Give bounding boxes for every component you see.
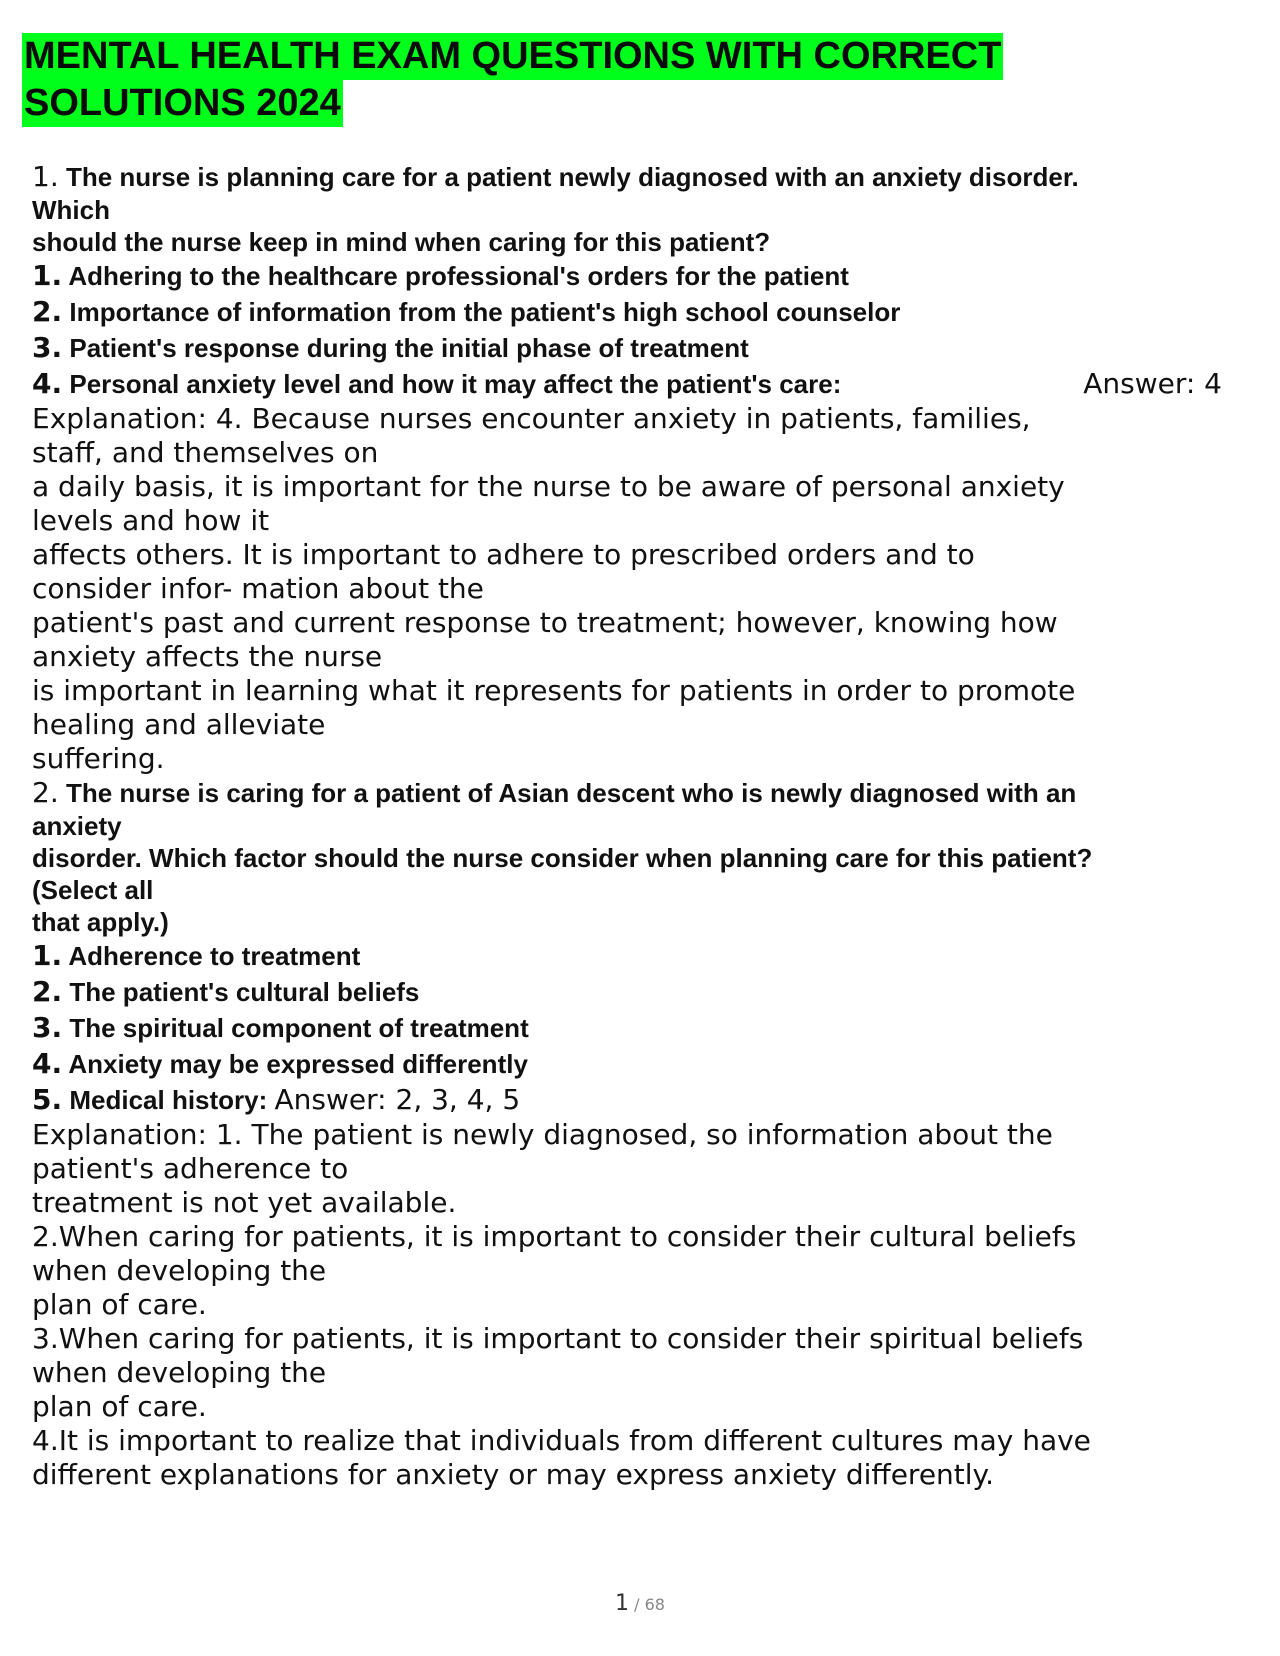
explanation-line: suffering. [32,742,165,775]
question-1 [32,160,1222,776]
question-stem-line: The nurse is planning care for a patient newly diagnosed with an anxiety disorder. [65,162,1079,192]
question-stem-line: disorder. Which factor should the nurse consider when planning care for this patient? [32,843,1093,873]
explanation-line: anxiety affects the nurse [32,640,383,673]
explanation-line: Explanation: 4. Because nurses encounter anxiety in patients, families, [32,402,1031,435]
answer-option [32,1010,1222,1046]
answer-key: Answer: 2, 3, 4, 5 [274,1083,521,1116]
option-4-group [32,366,841,402]
explanation-line: when developing the [32,1254,327,1287]
option-number: 2. [32,295,63,328]
answer-option [32,366,1222,402]
option-number: 1. [32,939,63,972]
answer-option [32,330,1222,366]
question-2 [32,776,1222,1492]
explanation-line: patient's adherence to [32,1152,349,1185]
explanation-line: staff, and themselves on [32,436,379,469]
option-text: The patient's cultural beliefs [69,977,420,1007]
question-stem [32,160,1222,194]
option-text: Adhering to the healthcare professional's orders for the patient [68,261,849,291]
explanation-line: affects others. It is important to adhere to prescribed orders and to [32,538,975,571]
question-stem-line: The nurse is caring for a patient of Asian descent who is newly diagnosed with an [65,778,1077,808]
option-number: 3. [32,1011,63,1044]
answer-option [32,938,1222,974]
question-stem-line: (Select all [32,875,154,905]
explanation-line: a daily basis, it is important for the nurse to be aware of personal anxiety [32,470,1065,503]
question-stem-line: Which [32,195,110,225]
current-page-number: 1 [615,1591,630,1616]
explanation-line: is important in learning what it represents for patients in order to promote [32,674,1076,707]
option-number: 4. [32,1047,63,1080]
explanation-line: levels and how it [32,504,270,537]
explanation-line: healing and alleviate [32,708,326,741]
explanation-line: different explanations for anxiety or may express anxiety differently. [32,1458,995,1491]
option-text: Personal anxiety level and how it may affect the patient's care: [69,369,842,399]
option-text: Anxiety may be expressed differently [68,1049,528,1079]
title-line-2: SOLUTIONS 2024 [22,80,343,127]
explanation-line: treatment is not yet available. [32,1186,457,1219]
question-stem [32,776,1222,810]
option-number: 3. [32,331,63,364]
explanation-line: patient's past and current response to treatment; however, knowing how [32,606,1058,639]
question-stem-line: that apply.) [32,907,169,937]
option-number: 5. [32,1083,63,1116]
option-text: Importance of information from the patient's high school counselor [69,297,901,327]
question-stem-line: should the nurse keep in mind when caring for this patient? [32,227,771,257]
explanation-line: 3.When caring for patients, it is important to consider their spiritual beliefs [32,1322,1084,1355]
answer-key: Answer: 4 [1083,367,1222,400]
option-text: Adherence to treatment [68,941,361,971]
option-text: Medical history: [69,1085,268,1115]
answer-option [32,294,1222,330]
page-indicator [0,1591,1280,1616]
explanation-line: plan of care. [32,1288,207,1321]
explanation [32,1118,1222,1492]
answer-option [32,1046,1222,1082]
question-number: 1. [32,160,59,193]
explanation-line: 2.When caring for patients, it is important to consider their cultural beliefs [32,1220,1077,1253]
explanation-line: plan of care. [32,1390,207,1423]
total-pages-label: / 68 [634,1595,665,1614]
answer-option [32,974,1222,1010]
question-stem-line: anxiety [32,811,122,841]
answer-option [32,1082,1222,1118]
answer-option [32,258,1222,294]
explanation [32,402,1222,776]
document-body [32,160,1222,1492]
explanation-line: 4.It is important to realize that individuals from different cultures may have [32,1424,1091,1457]
option-text: Patient's response during the initial phase of treatment [69,333,749,363]
option-text: The spiritual component of treatment [69,1013,529,1043]
explanation-line: consider infor- mation about the [32,572,484,605]
explanation-line: when developing the [32,1356,327,1389]
explanation-line: Explanation: 1. The patient is newly diagnosed, so information about the [32,1118,1053,1151]
document-title [22,33,1172,127]
option-number: 1. [32,259,63,292]
question-number: 2. [32,776,59,809]
option-number: 4. [32,367,63,400]
option-number: 2. [32,975,63,1008]
title-line-1: MENTAL HEALTH EXAM QUESTIONS WITH CORRECT [22,33,1003,80]
